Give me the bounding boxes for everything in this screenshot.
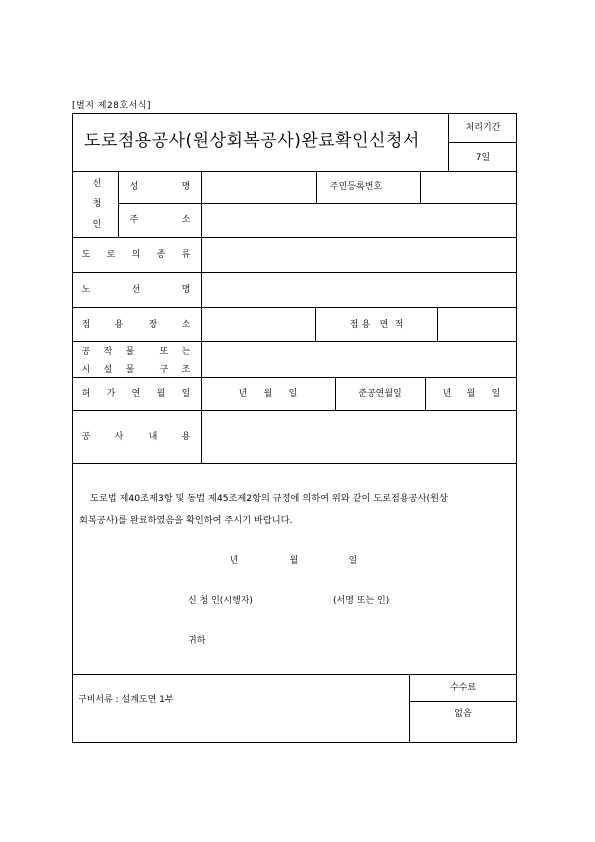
rule-processing-left bbox=[448, 113, 449, 171]
structure-field[interactable] bbox=[202, 342, 516, 376]
rule-resident-left bbox=[316, 171, 317, 203]
rule-content-bottom bbox=[72, 463, 517, 464]
work-content-field[interactable] bbox=[202, 411, 516, 462]
rule-statement-bottom bbox=[72, 674, 517, 675]
statement-line-1: 도로법 제40조제3항 및 동법 제45조제2항의 규정에 의하여 위와 같이 도로점용공사(원상 bbox=[90, 493, 448, 504]
form-title: 도로점용공사(원상회복공사)완료확인신청서 bbox=[84, 131, 420, 151]
rule-fee-left bbox=[409, 674, 410, 743]
rule-completion-left bbox=[335, 377, 336, 410]
address-field[interactable] bbox=[202, 204, 516, 236]
required-documents: 구비서류 : 설계도면 1부 bbox=[78, 695, 174, 705]
name-field[interactable] bbox=[202, 172, 315, 202]
signature-field[interactable]: (서명 또는 인) bbox=[333, 596, 390, 606]
road-type-field[interactable] bbox=[202, 238, 516, 271]
fee-value: 없음 bbox=[454, 709, 472, 719]
processing-period-value: 7일 bbox=[475, 153, 491, 163]
route-name-field[interactable] bbox=[202, 273, 516, 306]
completion-date-label: 준공연월일 bbox=[358, 389, 402, 399]
statement-line-2: 회복공사)를 완료하였음을 확인하여 주시기 바랍니다. bbox=[79, 515, 293, 526]
resident-number-field[interactable] bbox=[421, 172, 516, 202]
completion-date-field[interactable]: 년 월 일 bbox=[442, 389, 501, 399]
occupancy-area-field[interactable] bbox=[438, 308, 516, 340]
permit-date-field[interactable]: 년 월 일 bbox=[238, 389, 298, 399]
rule-processing-mid bbox=[448, 142, 517, 143]
rule-fee-mid bbox=[409, 701, 517, 702]
resident-number-label: 주민등록번호 bbox=[329, 182, 383, 192]
processing-period-label: 처리기간 bbox=[465, 123, 501, 133]
fee-label: 수수료 bbox=[449, 683, 477, 693]
applicant-signature-label: 신 청 인(시행자) bbox=[188, 596, 253, 606]
form-number: [별지 제28호서식] bbox=[72, 101, 151, 111]
rule-area-left bbox=[315, 307, 316, 341]
rule-applicant-group bbox=[118, 171, 119, 237]
occupancy-place-field[interactable] bbox=[202, 308, 314, 340]
recipient-label: 귀하 bbox=[188, 636, 206, 646]
